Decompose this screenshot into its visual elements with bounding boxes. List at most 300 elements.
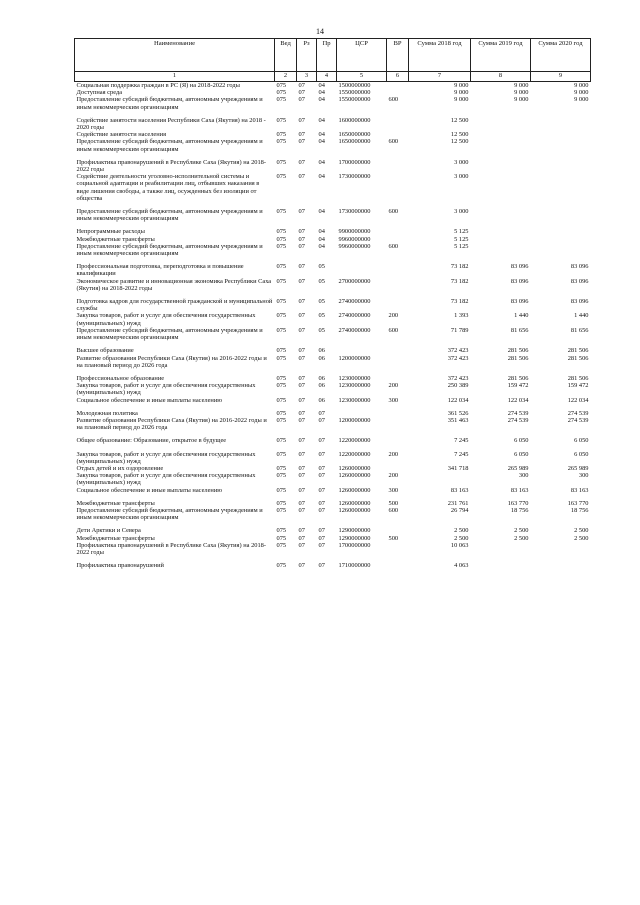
cell-sum-2020: 6 050 [574, 437, 589, 445]
cell-ved: 075 [276, 354, 287, 362]
cell-sum-2018: 3 000 [454, 158, 469, 166]
cell-vr: 200 [388, 450, 399, 458]
cell-rz: 07 [298, 527, 305, 535]
cell-rz: 07 [298, 472, 305, 480]
cell-pr: 04 [318, 242, 325, 250]
cell-vr [387, 173, 409, 202]
cell-vr [387, 278, 409, 292]
cell-sum-2019: 9 000 [514, 82, 529, 89]
cell-csr: 1730000000 [338, 173, 371, 181]
cell-vr [387, 236, 409, 243]
cell-rz: 07 [298, 208, 305, 216]
cell-sum-2018: 26 794 [450, 506, 469, 514]
table-row [75, 312, 591, 326]
table-row [75, 410, 591, 417]
cell-name: Развитие образования Республики Саха (Якутия) на 2016-2022 годы и на плановый период до 2026 года [76, 416, 267, 432]
cell-name: Экономическое развитие и инновационная экономика Республики Саха (Якутия) на 2018-2022 годы [76, 277, 272, 292]
cell-rz: 07 [298, 506, 305, 514]
cell-name: Доступная среда [76, 89, 123, 97]
cell-csr: 2700000000 [338, 277, 371, 285]
cell-sum-2018: 372 423 [447, 354, 469, 362]
header-sum-2020: Сумма 2020 год [531, 39, 591, 72]
table-row [75, 382, 591, 396]
cell-sum-2018: 7 245 [454, 450, 469, 458]
cell-ved: 075 [276, 486, 287, 494]
cell-sum-2018: 231 761 [447, 499, 469, 507]
cell-vr [387, 131, 409, 138]
header-number: 9 [531, 72, 591, 82]
cell-rz: 07 [298, 116, 305, 124]
header-vr: ВР [387, 39, 409, 72]
cell-sum-2018: 73 182 [450, 298, 469, 306]
cell-vr: 600 [388, 208, 399, 216]
cell-name: Профилактика правонарушений [76, 562, 164, 570]
header-number-row [75, 72, 591, 82]
cell-pr: 07 [318, 464, 325, 472]
cell-csr: 1220000000 [338, 450, 371, 458]
cell-sum-2019: 81 656 [510, 326, 529, 334]
cell-csr: 1600000000 [338, 116, 371, 124]
table-row [75, 375, 591, 382]
cell-sum-2020: 163 770 [567, 499, 589, 507]
cell-sum-2020: 300 [578, 472, 589, 480]
header-number: 4 [317, 72, 337, 82]
table-row [75, 487, 591, 494]
cell-name: Дети Арктики и Севера [76, 527, 141, 535]
cell-csr: 1700000000 [338, 158, 371, 166]
cell-csr: 2740000000 [338, 312, 371, 320]
cell-sum-2019: 122 034 [507, 396, 529, 404]
cell-pr: 07 [318, 499, 325, 507]
cell-sum-2019: 274 539 [507, 416, 529, 424]
cell-sum-2018: 9 000 [454, 89, 469, 97]
cell-pr: 06 [318, 374, 325, 382]
cell-csr [337, 263, 387, 277]
cell-sum-2018: 4 063 [454, 562, 469, 570]
cell-csr: 1230000000 [338, 396, 371, 404]
cell-vr [387, 417, 409, 431]
table-row [75, 117, 591, 131]
cell-csr: 1700000000 [338, 541, 371, 549]
cell-pr: 07 [318, 486, 325, 494]
cell-vr [387, 228, 409, 235]
cell-ved: 075 [276, 347, 287, 355]
cell-csr: 1550000000 [338, 96, 371, 104]
cell-pr: 07 [318, 409, 325, 417]
cell-pr: 04 [318, 158, 325, 166]
table-row [75, 500, 591, 507]
header-pr: Пр [317, 39, 337, 72]
cell-name: Закупка товаров, работ и услуг для обеспечения государственных (муниципальных) нужд [76, 472, 256, 487]
cell-vr: 300 [388, 396, 399, 404]
cell-sum-2018: 372 423 [447, 347, 469, 355]
cell-rz: 07 [298, 263, 305, 271]
cell-pr: 07 [318, 437, 325, 445]
cell-vr: 200 [388, 312, 399, 320]
cell-sum-2020: 281 506 [567, 354, 589, 362]
cell-ved: 075 [276, 562, 287, 570]
cell-pr: 04 [318, 208, 325, 216]
cell-rz: 07 [298, 499, 305, 507]
cell-csr: 1710000000 [338, 562, 371, 570]
cell-pr: 05 [318, 277, 325, 285]
header-sum-2018: Сумма 2018 год [409, 39, 471, 72]
table-row [75, 347, 591, 354]
cell-sum-2018: 73 182 [450, 277, 469, 285]
table-row [75, 562, 591, 569]
header-number: 7 [409, 72, 471, 82]
cell-vr: 600 [388, 326, 399, 334]
cell-sum-2018: 351 463 [447, 416, 469, 424]
cell-sum-2020 [531, 228, 591, 235]
cell-name: Предоставление субсидий бюджетным, автономным учреждениям и иным некоммерческим организациям [76, 242, 263, 258]
cell-name: Социальное обеспечение и иные выплаты населению [76, 486, 223, 494]
cell-vr [387, 298, 409, 312]
cell-name: Межбюджетные трансферты [76, 534, 155, 542]
cell-sum-2019 [471, 208, 531, 222]
cell-pr: 07 [318, 450, 325, 458]
cell-ved: 075 [276, 541, 287, 549]
cell-sum-2020: 1 440 [574, 312, 589, 320]
cell-sum-2020: 83 096 [570, 277, 589, 285]
cell-ved: 075 [276, 235, 287, 243]
cell-csr: 1650000000 [338, 131, 371, 139]
cell-sum-2020: 274 539 [567, 409, 589, 417]
cell-pr: 04 [318, 82, 325, 89]
cell-name: Содействие деятельности уголовно-исполнительной системы и социальной адаптации и реабилитации лиц, отбывших наказания в виде лишения свободы, а также лиц, осужденных без изоляции от общества [76, 173, 260, 202]
cell-name: Предоставление субсидий бюджетным, автономным учреждениям и иным некоммерческим организациям [76, 208, 263, 223]
table-row [75, 236, 591, 243]
cell-csr: 1730000000 [338, 208, 371, 216]
cell-ved: 075 [276, 173, 287, 181]
cell-sum-2018: 341 718 [447, 464, 469, 472]
cell-pr: 05 [318, 312, 325, 320]
cell-csr: 1290000000 [338, 527, 371, 535]
cell-csr: 2740000000 [338, 326, 371, 334]
cell-sum-2019: 2 500 [514, 534, 529, 542]
cell-sum-2018: 372 423 [447, 374, 469, 382]
cell-ved: 075 [276, 89, 287, 97]
cell-sum-2020: 9 000 [574, 82, 589, 89]
cell-csr: 2740000000 [338, 298, 371, 306]
cell-rz: 07 [298, 326, 305, 334]
cell-csr: 1200000000 [338, 416, 371, 424]
cell-name: Профилактика правонарушений в Республике Саха (Якутия) на 2018-2022 годы [76, 158, 266, 174]
cell-ved: 075 [276, 472, 287, 480]
cell-csr: 1260000000 [338, 464, 371, 472]
cell-csr: 1650000000 [338, 138, 371, 146]
cell-name: Профилактика правонарушений в Республике Саха (Якутия) на 2018-2022 годы [76, 541, 266, 556]
cell-sum-2019: 83 096 [510, 298, 529, 306]
cell-sum-2018: 2 500 [454, 534, 469, 542]
cell-pr: 04 [318, 96, 325, 104]
cell-sum-2020 [531, 562, 591, 569]
header-name: Наименование [75, 39, 275, 72]
cell-sum-2019 [471, 542, 531, 556]
cell-sum-2019: 18 756 [510, 506, 529, 514]
cell-name: Предоставление субсидий бюджетным, автономным учреждениям и иным некоммерческим организациям [76, 326, 263, 342]
cell-sum-2020: 9 000 [574, 96, 589, 104]
cell-rz: 07 [298, 382, 305, 390]
cell-sum-2018: 83 163 [450, 486, 469, 494]
header-ved: Вед [275, 39, 297, 72]
cell-vr: 600 [388, 96, 399, 104]
cell-sum-2020 [531, 131, 591, 138]
table-body [75, 82, 591, 570]
cell-ved: 075 [276, 96, 287, 104]
cell-sum-2020: 281 506 [567, 374, 589, 382]
cell-sum-2020 [531, 236, 591, 243]
cell-sum-2020: 274 539 [567, 416, 589, 424]
table-row [75, 355, 591, 369]
cell-pr: 04 [318, 173, 325, 181]
cell-sum-2018: 10 063 [450, 541, 469, 549]
cell-sum-2019: 274 539 [507, 409, 529, 417]
cell-sum-2019: 163 770 [507, 499, 529, 507]
cell-sum-2019 [471, 138, 531, 152]
cell-vr [387, 527, 409, 534]
cell-pr: 07 [318, 527, 325, 535]
cell-ved: 075 [276, 409, 287, 417]
cell-ved: 075 [276, 312, 287, 320]
cell-vr: 300 [388, 486, 399, 494]
cell-sum-2019: 6 050 [514, 437, 529, 445]
cell-sum-2020: 6 050 [574, 450, 589, 458]
cell-pr: 05 [318, 263, 325, 271]
cell-ved: 075 [276, 138, 287, 146]
cell-name: Отдых детей и их оздоровление [76, 464, 164, 472]
cell-sum-2018: 3 000 [454, 208, 469, 216]
cell-sum-2019: 1 440 [514, 312, 529, 320]
cell-pr: 06 [318, 382, 325, 390]
cell-csr: 1290000000 [338, 534, 371, 542]
cell-sum-2019: 159 472 [507, 382, 529, 390]
cell-vr [387, 465, 409, 472]
cell-ved: 075 [276, 506, 287, 514]
table-row [75, 507, 591, 521]
cell-sum-2019: 6 050 [514, 450, 529, 458]
page-number: 14 [316, 27, 324, 36]
cell-sum-2019 [471, 159, 531, 173]
cell-sum-2019: 281 506 [507, 374, 529, 382]
cell-sum-2019: 9 000 [514, 96, 529, 104]
cell-csr [337, 347, 387, 354]
cell-name: Подготовка кадров для государственной гражданской и муниципальной службы [76, 298, 273, 313]
table-row [75, 173, 591, 202]
cell-sum-2020: 81 656 [570, 326, 589, 334]
cell-rz: 07 [298, 298, 305, 306]
cell-name: Социальное обеспечение и иные выплаты населению [76, 396, 223, 404]
cell-rz: 07 [298, 486, 305, 494]
cell-sum-2020: 122 034 [567, 396, 589, 404]
cell-name: Закупка товаров, работ и услуг для обеспечения государственных (муниципальных) нужд [76, 450, 256, 465]
cell-rz: 07 [298, 138, 305, 146]
cell-sum-2018: 3 000 [454, 173, 469, 181]
cell-vr [387, 82, 409, 90]
cell-rz: 07 [298, 158, 305, 166]
cell-sum-2019: 2 500 [514, 527, 529, 535]
cell-sum-2019 [471, 562, 531, 569]
table-row [75, 535, 591, 542]
cell-rz: 07 [298, 374, 305, 382]
cell-pr: 07 [318, 534, 325, 542]
cell-name: Развитие образования Республики Саха (Якутия) на 2016-2022 годы и на плановый период до 2026 года [76, 354, 267, 369]
cell-ved: 075 [276, 298, 287, 306]
cell-name: Предоставление субсидий бюджетным, автономным учреждениям и иным некоммерческим организациям [76, 96, 263, 111]
cell-vr: 500 [388, 534, 399, 542]
cell-pr: 06 [318, 396, 325, 404]
table-row [75, 159, 591, 173]
cell-pr: 06 [318, 347, 325, 355]
cell-sum-2020: 2 500 [574, 534, 589, 542]
cell-pr: 06 [318, 354, 325, 362]
cell-pr: 04 [318, 235, 325, 243]
cell-pr: 07 [318, 506, 325, 514]
table-row [75, 131, 591, 138]
table-row [75, 278, 591, 292]
cell-csr: 1260000000 [338, 506, 371, 514]
cell-ved: 075 [276, 396, 287, 404]
cell-sum-2019: 281 506 [507, 347, 529, 355]
cell-csr: 1230000000 [338, 382, 371, 390]
cell-sum-2019 [471, 243, 531, 257]
table-row [75, 472, 591, 486]
cell-csr [337, 410, 387, 417]
cell-rz: 07 [298, 173, 305, 181]
cell-sum-2020 [531, 173, 591, 202]
cell-ved: 075 [276, 437, 287, 445]
cell-rz: 07 [298, 277, 305, 285]
cell-csr: 9960000000 [338, 235, 371, 243]
cell-rz: 07 [298, 562, 305, 570]
cell-rz: 07 [298, 450, 305, 458]
cell-sum-2018: 12 500 [450, 131, 469, 139]
table-row [75, 208, 591, 222]
cell-sum-2018: 2 500 [454, 527, 469, 535]
cell-ved: 075 [276, 464, 287, 472]
cell-ved: 075 [276, 277, 287, 285]
cell-rz: 07 [298, 131, 305, 139]
table-row [75, 437, 591, 444]
cell-csr: 9960000000 [338, 242, 371, 250]
budget-table [74, 38, 591, 569]
cell-name: Закупка товаров, работ и услуг для обеспечения государственных (муниципальных) нужд [76, 312, 256, 327]
cell-sum-2019: 281 506 [507, 354, 529, 362]
cell-sum-2019 [471, 236, 531, 243]
header-rz: Рз [297, 39, 317, 72]
header-number: 2 [275, 72, 297, 82]
cell-vr [387, 159, 409, 173]
header-number: 3 [297, 72, 317, 82]
cell-csr: 1260000000 [338, 472, 371, 480]
cell-sum-2020 [531, 243, 591, 257]
cell-rz: 07 [298, 89, 305, 97]
cell-csr: 1200000000 [338, 354, 371, 362]
cell-pr: 04 [318, 138, 325, 146]
cell-pr: 04 [318, 131, 325, 139]
cell-vr: 200 [388, 382, 399, 390]
table-row [75, 417, 591, 431]
cell-name: Предоставление субсидий бюджетным, автономным учреждениям и иным некоммерческим организациям [76, 138, 263, 153]
cell-sum-2020: 281 506 [567, 347, 589, 355]
cell-rz: 07 [298, 409, 305, 417]
table-row [75, 397, 591, 404]
cell-vr: 500 [388, 499, 399, 507]
cell-name: Непрограммные расходы [76, 228, 145, 236]
cell-sum-2018: 73 182 [450, 263, 469, 271]
table-row [75, 527, 591, 534]
cell-rz: 07 [298, 312, 305, 320]
cell-name: Предоставление субсидий бюджетным, автономным учреждениям и иным некоммерческим организациям [76, 506, 263, 522]
table-header-row [75, 39, 591, 72]
cell-sum-2020: 83 096 [570, 263, 589, 271]
cell-sum-2020: 265 989 [567, 464, 589, 472]
cell-name: Межбюджетные трансферты [76, 499, 155, 507]
cell-ved: 075 [276, 158, 287, 166]
cell-sum-2020: 83 096 [570, 298, 589, 306]
cell-sum-2018: 9 000 [454, 82, 469, 89]
cell-ved: 075 [276, 242, 287, 250]
cell-name: Содействие занятости населения [76, 131, 167, 139]
cell-rz: 07 [298, 396, 305, 404]
cell-pr: 07 [318, 562, 325, 570]
cell-sum-2018: 1 393 [454, 312, 469, 320]
cell-sum-2020: 18 756 [570, 506, 589, 514]
cell-vr [387, 410, 409, 417]
cell-name: Высшее образование [76, 347, 134, 355]
cell-ved: 075 [276, 374, 287, 382]
cell-rz: 07 [298, 242, 305, 250]
cell-csr: 1500000000 [338, 82, 371, 89]
cell-csr: 9900000000 [338, 228, 371, 236]
cell-sum-2018: 5 125 [454, 235, 469, 243]
cell-rz: 07 [298, 96, 305, 104]
cell-name: Социальная поддержка граждан в РС (Я) на 2018-2022 годы [76, 82, 240, 89]
cell-ved: 075 [276, 82, 287, 89]
cell-sum-2020 [531, 159, 591, 173]
cell-name: Молодежная политика [76, 409, 138, 417]
cell-vr: 200 [388, 472, 399, 480]
cell-name: Закупка товаров, работ и услуг для обеспечения государственных (муниципальных) нужд [76, 382, 256, 397]
cell-sum-2018: 7 245 [454, 437, 469, 445]
cell-ved: 075 [276, 416, 287, 424]
cell-vr [387, 117, 409, 131]
table-row [75, 228, 591, 235]
cell-sum-2020: 9 000 [574, 89, 589, 97]
cell-vr [387, 562, 409, 569]
header-csr: ЦСР [337, 39, 387, 72]
cell-ved: 075 [276, 499, 287, 507]
cell-sum-2018: 12 500 [450, 138, 469, 146]
cell-name: Содействие занятости населения Республики Саха (Якутия) на 2018 - 2020 годы [76, 116, 266, 132]
table-row [75, 89, 591, 96]
cell-vr [387, 89, 409, 96]
cell-sum-2019 [471, 228, 531, 235]
cell-ved: 075 [276, 208, 287, 216]
cell-csr: 1260000000 [338, 499, 371, 507]
cell-rz: 07 [298, 82, 305, 89]
cell-vr [387, 542, 409, 556]
cell-vr: 600 [388, 138, 399, 146]
cell-pr: 05 [318, 298, 325, 306]
table-row [75, 96, 591, 110]
cell-name: Профессиональное образование [76, 374, 165, 382]
cell-pr: 07 [318, 541, 325, 549]
cell-vr: 600 [388, 242, 399, 250]
cell-pr: 04 [318, 89, 325, 97]
cell-ved: 075 [276, 263, 287, 271]
cell-sum-2018 [409, 472, 471, 486]
